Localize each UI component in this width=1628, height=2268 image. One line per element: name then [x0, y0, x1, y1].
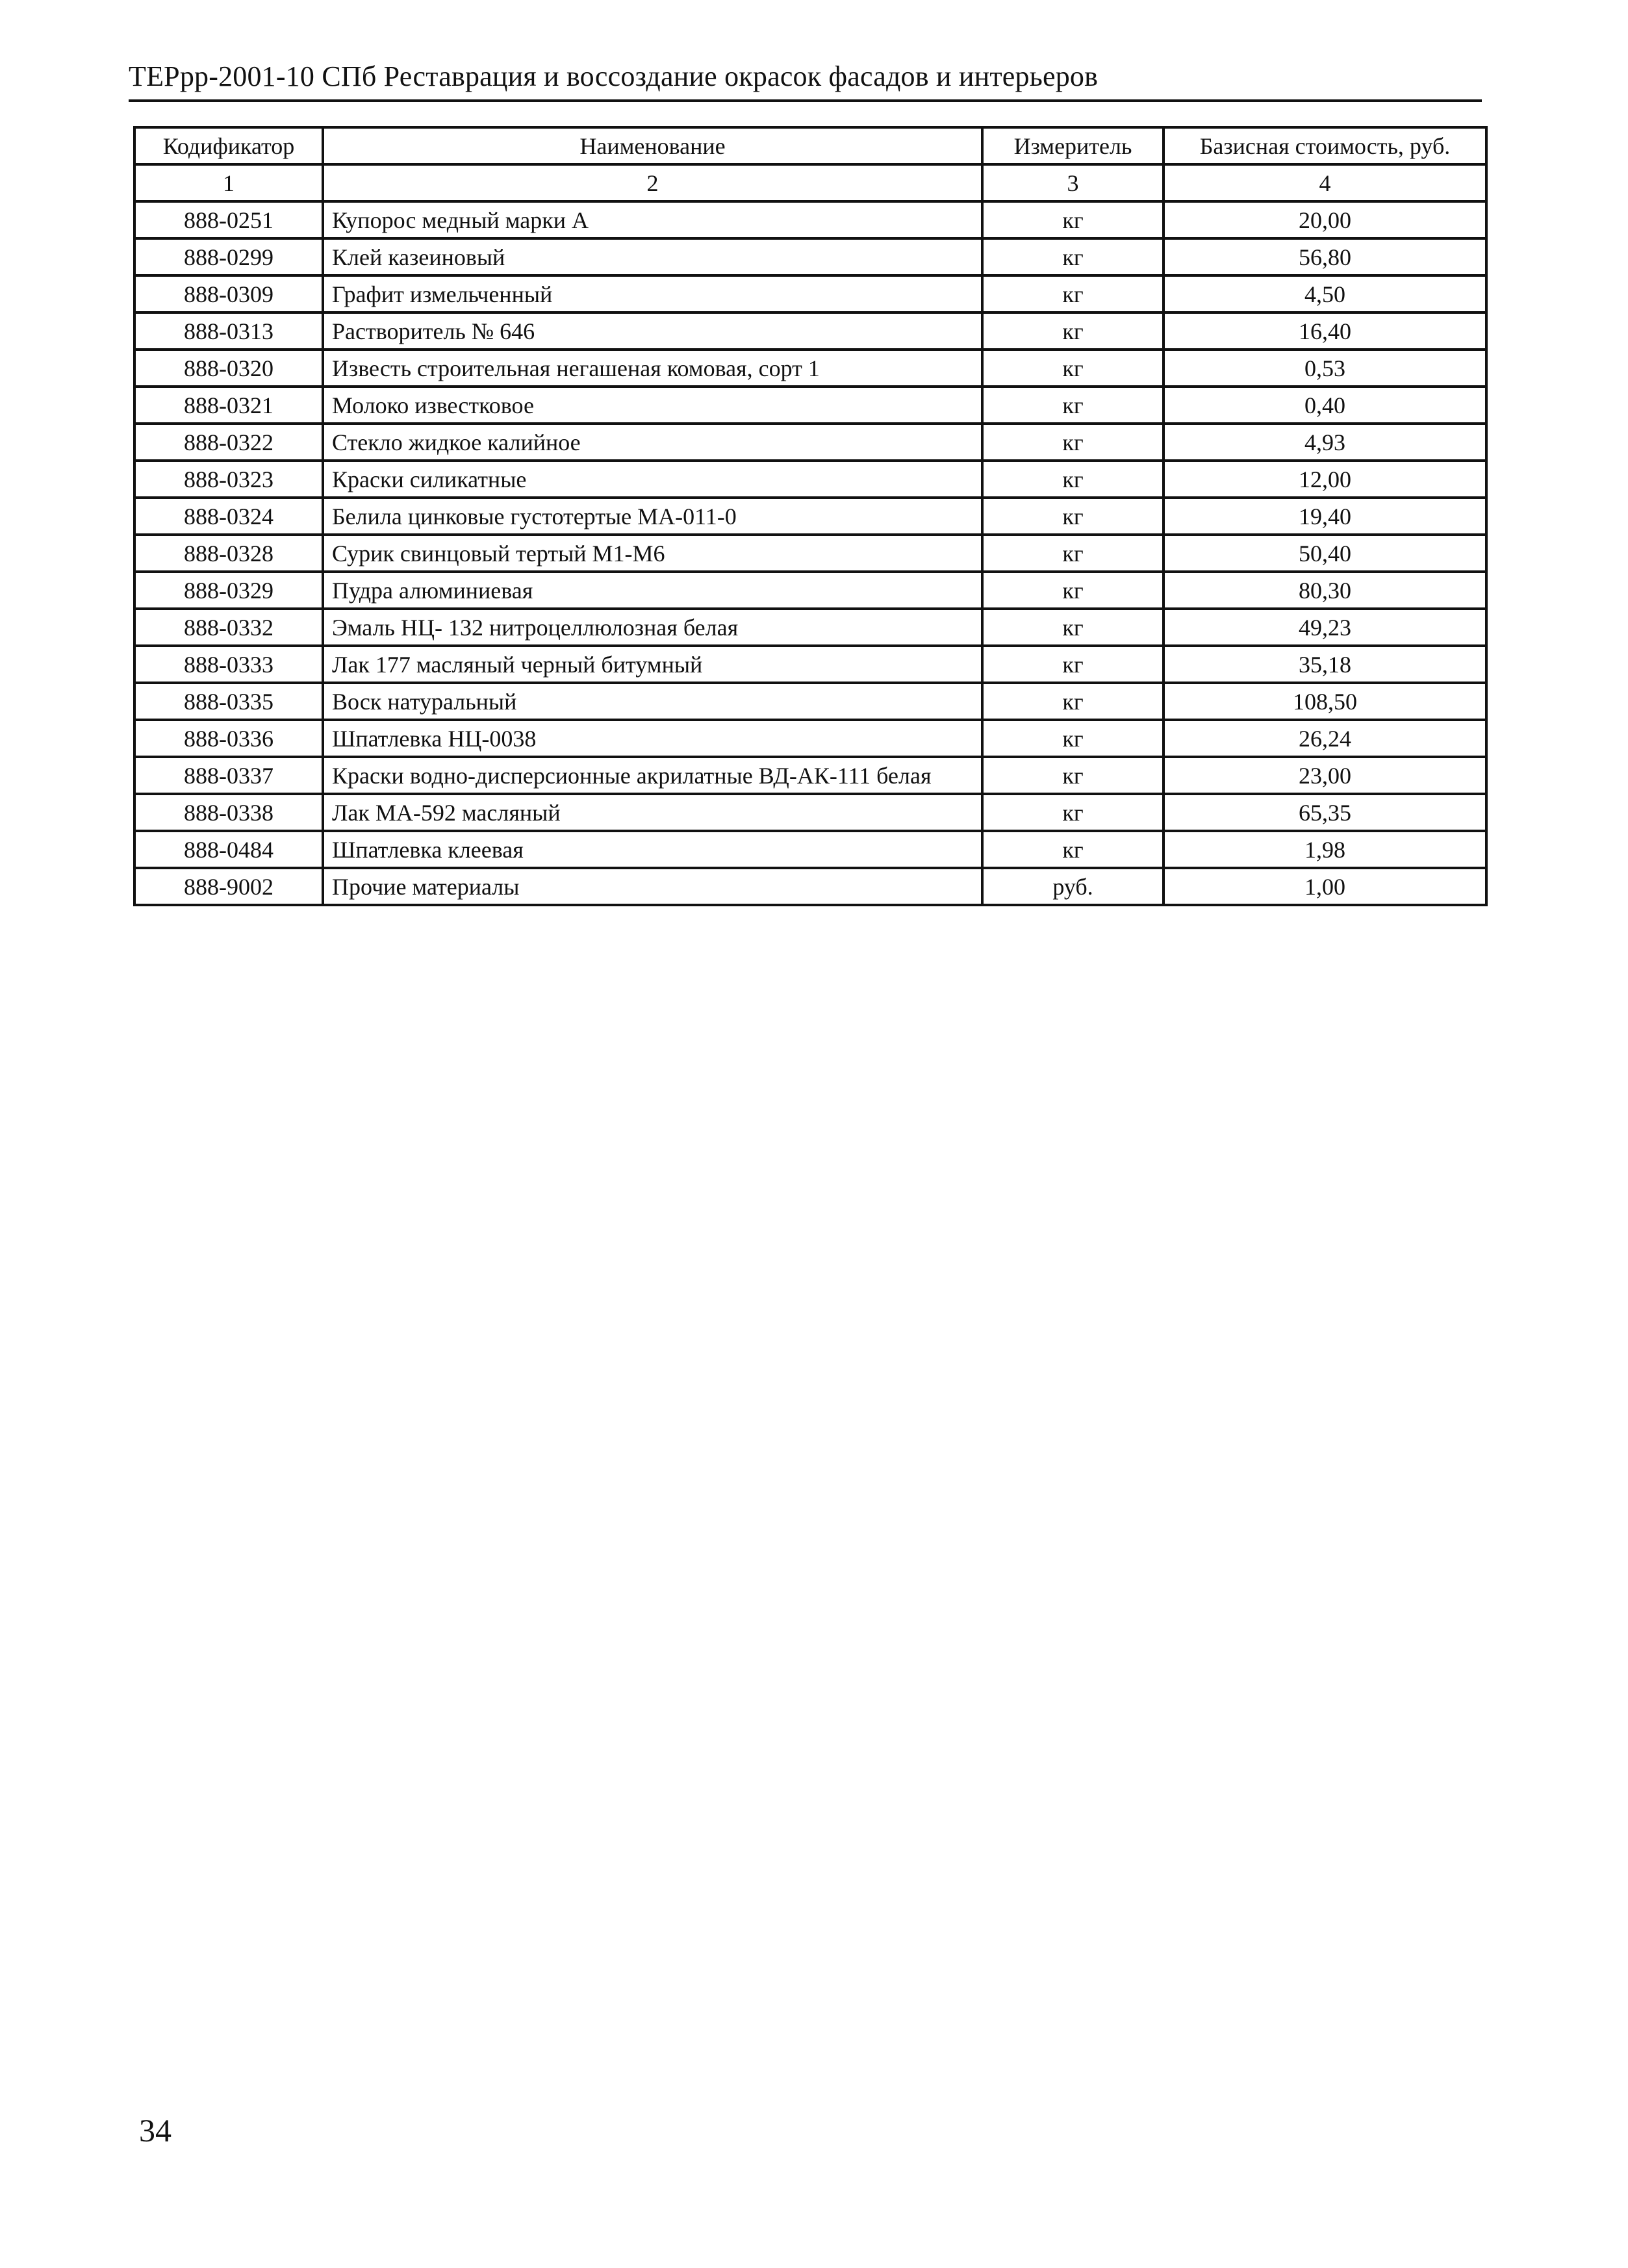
column-header-name: Наименование	[323, 127, 982, 164]
table-row	[134, 350, 1486, 387]
cell-code: 888-0337	[134, 757, 323, 794]
table-row	[134, 609, 1486, 646]
page-number: 34	[139, 2112, 172, 2148]
cell-price: 49,23	[1164, 609, 1486, 646]
table-row	[134, 275, 1486, 312]
table-row	[134, 720, 1486, 757]
page-title: ТЕРрр-2001-10 СПб Реставрация и воссоздание окрасок фасадов и интерьеров	[129, 60, 1099, 92]
cell-code: 888-0309	[134, 275, 323, 312]
cell-code: 888-9002	[134, 868, 323, 905]
table-row	[134, 387, 1486, 424]
cell-unit: кг	[982, 498, 1164, 535]
cell-code: 888-0329	[134, 572, 323, 609]
column-header-unit: Измеритель	[982, 127, 1164, 164]
cell-name: Графит измельченный	[323, 275, 982, 312]
cell-price: 12,00	[1164, 461, 1486, 498]
cell-unit: кг	[982, 350, 1164, 387]
cell-name: Сурик свинцовый тертый М1-М6	[323, 535, 982, 572]
cell-unit: кг	[982, 201, 1164, 238]
column-header-price: Базисная стоимость, руб.	[1164, 127, 1486, 164]
cell-name: Пудра алюминиевая	[323, 572, 982, 609]
table-body	[134, 201, 1486, 905]
cell-unit: кг	[982, 535, 1164, 572]
cell-name: Молоко известковое	[323, 387, 982, 424]
cell-code: 888-0251	[134, 201, 323, 238]
cell-unit: кг	[982, 275, 1164, 312]
cell-price: 0,53	[1164, 350, 1486, 387]
table-row	[134, 683, 1486, 720]
cell-code: 888-0484	[134, 831, 323, 868]
cell-code: 888-0321	[134, 387, 323, 424]
table-row	[134, 646, 1486, 683]
cell-price: 4,93	[1164, 424, 1486, 461]
cell-code: 888-0332	[134, 609, 323, 646]
cell-name: Лак МА-592 масляный	[323, 794, 982, 831]
cell-price: 4,50	[1164, 275, 1486, 312]
cell-price: 26,24	[1164, 720, 1486, 757]
cell-code: 888-0336	[134, 720, 323, 757]
header-divider	[129, 99, 1482, 102]
cell-price: 20,00	[1164, 201, 1486, 238]
table-row	[134, 461, 1486, 498]
table-row	[134, 572, 1486, 609]
cell-price: 56,80	[1164, 238, 1486, 275]
cell-name: Воск натуральный	[323, 683, 982, 720]
cell-price: 1,98	[1164, 831, 1486, 868]
column-number-1: 1	[134, 164, 323, 201]
cell-name: Шпатлевка клеевая	[323, 831, 982, 868]
cell-name: Купорос медный марки А	[323, 201, 982, 238]
cell-code: 888-0323	[134, 461, 323, 498]
table-row	[134, 312, 1486, 350]
column-header-code: Кодификатор	[134, 127, 323, 164]
cell-unit: кг	[982, 720, 1164, 757]
cell-unit: кг	[982, 572, 1164, 609]
cell-code: 888-0333	[134, 646, 323, 683]
cell-code: 888-0299	[134, 238, 323, 275]
cell-code: 888-0335	[134, 683, 323, 720]
cell-name: Растворитель № 646	[323, 312, 982, 350]
cell-unit: кг	[982, 387, 1164, 424]
table-row	[134, 831, 1486, 868]
cell-unit: кг	[982, 238, 1164, 275]
cell-unit: кг	[982, 794, 1164, 831]
cell-unit: кг	[982, 461, 1164, 498]
cell-unit: кг	[982, 831, 1164, 868]
table-row	[134, 868, 1486, 905]
cell-name: Лак 177 масляный черный битумный	[323, 646, 982, 683]
cell-name: Краски водно-дисперсионные акрилатные ВД-АК-111 белая	[323, 757, 982, 794]
materials-table	[133, 126, 1488, 906]
table-row	[134, 794, 1486, 831]
cell-unit: кг	[982, 757, 1164, 794]
table-column-numbers-row	[134, 164, 1486, 201]
cell-name: Клей казеиновый	[323, 238, 982, 275]
cell-code: 888-0328	[134, 535, 323, 572]
column-number-2: 2	[323, 164, 982, 201]
cell-code: 888-0322	[134, 424, 323, 461]
cell-unit: кг	[982, 609, 1164, 646]
cell-price: 50,40	[1164, 535, 1486, 572]
table-header-row	[134, 127, 1486, 164]
cell-unit: кг	[982, 312, 1164, 350]
column-number-3: 3	[982, 164, 1164, 201]
materials-table-container	[133, 126, 1485, 906]
cell-price: 16,40	[1164, 312, 1486, 350]
cell-unit: кг	[982, 646, 1164, 683]
column-number-4: 4	[1164, 164, 1486, 201]
table-row	[134, 238, 1486, 275]
cell-unit: руб.	[982, 868, 1164, 905]
cell-code: 888-0338	[134, 794, 323, 831]
cell-price: 35,18	[1164, 646, 1486, 683]
cell-name: Белила цинковые густотертые МА-011-0	[323, 498, 982, 535]
cell-name: Шпатлевка НЦ-0038	[323, 720, 982, 757]
cell-code: 888-0320	[134, 350, 323, 387]
cell-unit: кг	[982, 683, 1164, 720]
cell-price: 1,00	[1164, 868, 1486, 905]
table-row	[134, 498, 1486, 535]
cell-price: 0,40	[1164, 387, 1486, 424]
cell-price: 65,35	[1164, 794, 1486, 831]
table-row	[134, 757, 1486, 794]
cell-code: 888-0324	[134, 498, 323, 535]
cell-price: 19,40	[1164, 498, 1486, 535]
table-row	[134, 535, 1486, 572]
cell-price: 80,30	[1164, 572, 1486, 609]
table-row	[134, 424, 1486, 461]
cell-price: 23,00	[1164, 757, 1486, 794]
cell-name: Краски силикатные	[323, 461, 982, 498]
cell-name: Прочие материалы	[323, 868, 982, 905]
table-row	[134, 201, 1486, 238]
cell-name: Известь строительная негашеная комовая, сорт 1	[323, 350, 982, 387]
cell-code: 888-0313	[134, 312, 323, 350]
cell-name: Стекло жидкое калийное	[323, 424, 982, 461]
cell-price: 108,50	[1164, 683, 1486, 720]
cell-name: Эмаль НЦ- 132 нитроцеллюлозная белая	[323, 609, 982, 646]
cell-unit: кг	[982, 424, 1164, 461]
